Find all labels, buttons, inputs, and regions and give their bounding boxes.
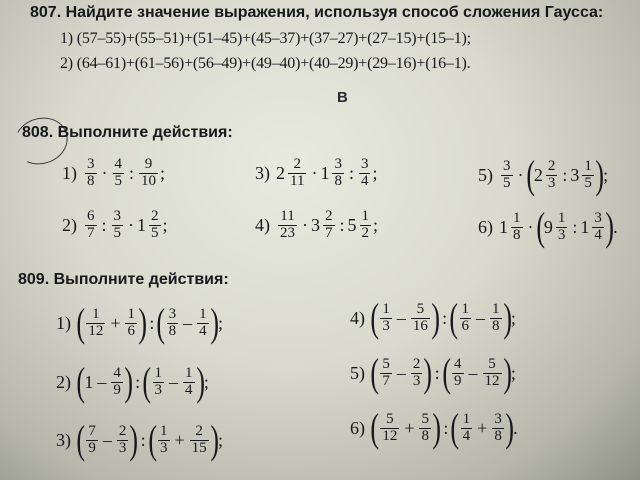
fraction: $\frac{1}{6}$ [461, 300, 469, 334]
exercise-807-title: Найдите значение выражения, используя способ сложения Гаусса: [65, 4, 604, 21]
fraction: $\frac{5}{12}$ [382, 410, 398, 444]
fraction: $\frac{2}{11}$ [290, 156, 305, 189]
exercise-807-header [30, 4, 603, 22]
fraction: $\frac{1}{3}$ [557, 209, 566, 243]
fraction: $\frac{6}{7}$ [87, 208, 95, 241]
close-paren: ) [605, 204, 614, 249]
fraction: $\frac{5}{7}$ [382, 355, 390, 389]
open-paren: ( [535, 204, 545, 249]
fraction: $\frac{3}{8}$ [494, 410, 502, 444]
fraction: $\frac{1}{3}$ [160, 422, 168, 456]
fraction: $\frac{2}{7}$ [325, 208, 333, 241]
exercise-809-item-6: 6) ( $\frac{5}{12}$ + $\frac{5}{8}$ ) : ( $\frac{1}{4}$ + $\frac{3}{8}$ ) . [350, 405, 518, 450]
fraction: $\frac{9}{10}$ [141, 156, 157, 189]
fraction: $\frac{3}{8}$ [168, 305, 177, 339]
fraction: $\frac{4}{9}$ [113, 364, 121, 398]
fraction: $\frac{3}{8}$ [334, 156, 342, 189]
exercise-809-item-4: 4) ( $\frac{1}{3}$ – $\frac{5}{16}$ ) : ( $\frac{1}{6}$ – $\frac{1}{8}$ ) ; [350, 295, 516, 340]
exercise-808-item-6: 6) 1 $\frac{1}{8}$ · ( 9 $\frac{1}{3}$ : 1 $\frac{3}{4}$ ) . [478, 204, 618, 249]
open-paren: ( [525, 152, 535, 197]
fraction: $\frac{1}{4}$ [185, 364, 193, 398]
exercise-807-number: 807. [30, 4, 62, 21]
exercise-809-item-5: 5) ( $\frac{5}{7}$ – $\frac{2}{3}$ ) : ( $\frac{4}{9}$ – $\frac{5}{12}$ ) ; [350, 350, 516, 395]
exercise-808-title: Выполните действия: [57, 124, 233, 141]
fraction: $\frac{4}{5}$ [114, 156, 122, 189]
exercise-808-number: 808. [22, 124, 54, 141]
exercise-808-item-3: 3) 2 $\frac{2}{11}$ · 1 $\frac{3}{8}$ : $\frac{3}{4}$ ; [255, 156, 378, 189]
exercise-809-title: Выполните действия: [53, 271, 229, 288]
fraction: $\frac{2}{3}$ [118, 422, 127, 456]
exercise-809-item-3: 3) ( $\frac{7}{9}$ – $\frac{2}{3}$ ) : ( $\frac{1}{3}$ + $\frac{2}{15}$ ) ; [56, 417, 223, 462]
fraction: $\frac{1}{3}$ [382, 300, 390, 334]
exercise-809-number: 809. [18, 271, 50, 288]
fraction: $\frac{7}{9}$ [88, 422, 96, 456]
fraction: $\frac{4}{9}$ [454, 355, 462, 389]
fraction: $\frac{2}{15}$ [191, 422, 207, 456]
section-letter: В [337, 89, 348, 106]
close-paren: ) [595, 152, 604, 197]
fraction: $\frac{3}{4}$ [360, 156, 369, 189]
fraction: $\frac{1}{4}$ [199, 305, 207, 339]
fraction: $\frac{3}{5}$ [503, 157, 511, 191]
fraction: $\frac{1}{12}$ [88, 305, 104, 339]
exercise-808-header [22, 124, 233, 142]
fraction: $\frac{5}{8}$ [421, 410, 429, 444]
fraction: $\frac{1}{6}$ [127, 305, 135, 339]
exercise-808-item-4: 4) $\frac{11}{23}$ · 3 $\frac{2}{7}$ : 5 $\frac{1}{2}$ ; [255, 208, 379, 241]
fraction: $\frac{2}{3}$ [412, 355, 421, 389]
exercise-808-item-2: 2) $\frac{6}{7}$ : $\frac{3}{5}$ · 1 $\frac{2}{5}$ ; [62, 208, 168, 241]
fraction: $\frac{3}{4}$ [594, 209, 602, 243]
exercise-807-line-1: 1) (57–55)+(55–51)+(51–45)+(45–37)+(37–27)+(27–15)+(15–1); [60, 30, 471, 47]
fraction: $\frac{1}{4}$ [462, 410, 471, 444]
exercise-808-item-5: 5) $\frac{3}{5}$ · ( 2 $\frac{2}{3}$ : 3 $\frac{1}{5}$ ) ; [478, 152, 609, 197]
fraction: $\frac{5}{16}$ [412, 300, 428, 334]
fraction: $\frac{1}{2}$ [361, 208, 370, 241]
fraction: $\frac{1}{3}$ [154, 364, 162, 398]
fraction: $\frac{1}{5}$ [584, 157, 592, 191]
exercise-808-item-1: 1) $\frac{3}{8}$ · $\frac{4}{5}$ : $\frac{9}{10}$ ; [62, 156, 166, 189]
fraction: $\frac{1}{8}$ [492, 300, 500, 334]
exercise-809-item-1: 1) ( $\frac{1}{12}$ + $\frac{1}{6}$ ) : ( $\frac{3}{8}$ – $\frac{1}{4}$ ) ; [56, 300, 223, 345]
fraction: $\frac{11}{23}$ [280, 208, 295, 241]
fraction: $\frac{1}{8}$ [513, 209, 521, 243]
fraction: $\frac{2}{5}$ [151, 208, 159, 241]
exercise-809-header [18, 271, 229, 289]
exercise-807-line-2: 2) (64–61)+(61–56)+(56–49)+(49–40)+(40–29)+(29–16)+(16–1). [60, 55, 471, 72]
fraction: $\frac{3}{5}$ [113, 208, 122, 241]
fraction: $\frac{5}{12}$ [484, 355, 500, 389]
fraction: $\frac{2}{3}$ [547, 157, 556, 191]
exercise-809-item-2: 2) ( 1 – $\frac{4}{9}$ ) : ( $\frac{1}{3}$ – $\frac{1}{4}$ ) ; [56, 359, 209, 404]
fraction: $\frac{3}{8}$ [87, 156, 95, 189]
